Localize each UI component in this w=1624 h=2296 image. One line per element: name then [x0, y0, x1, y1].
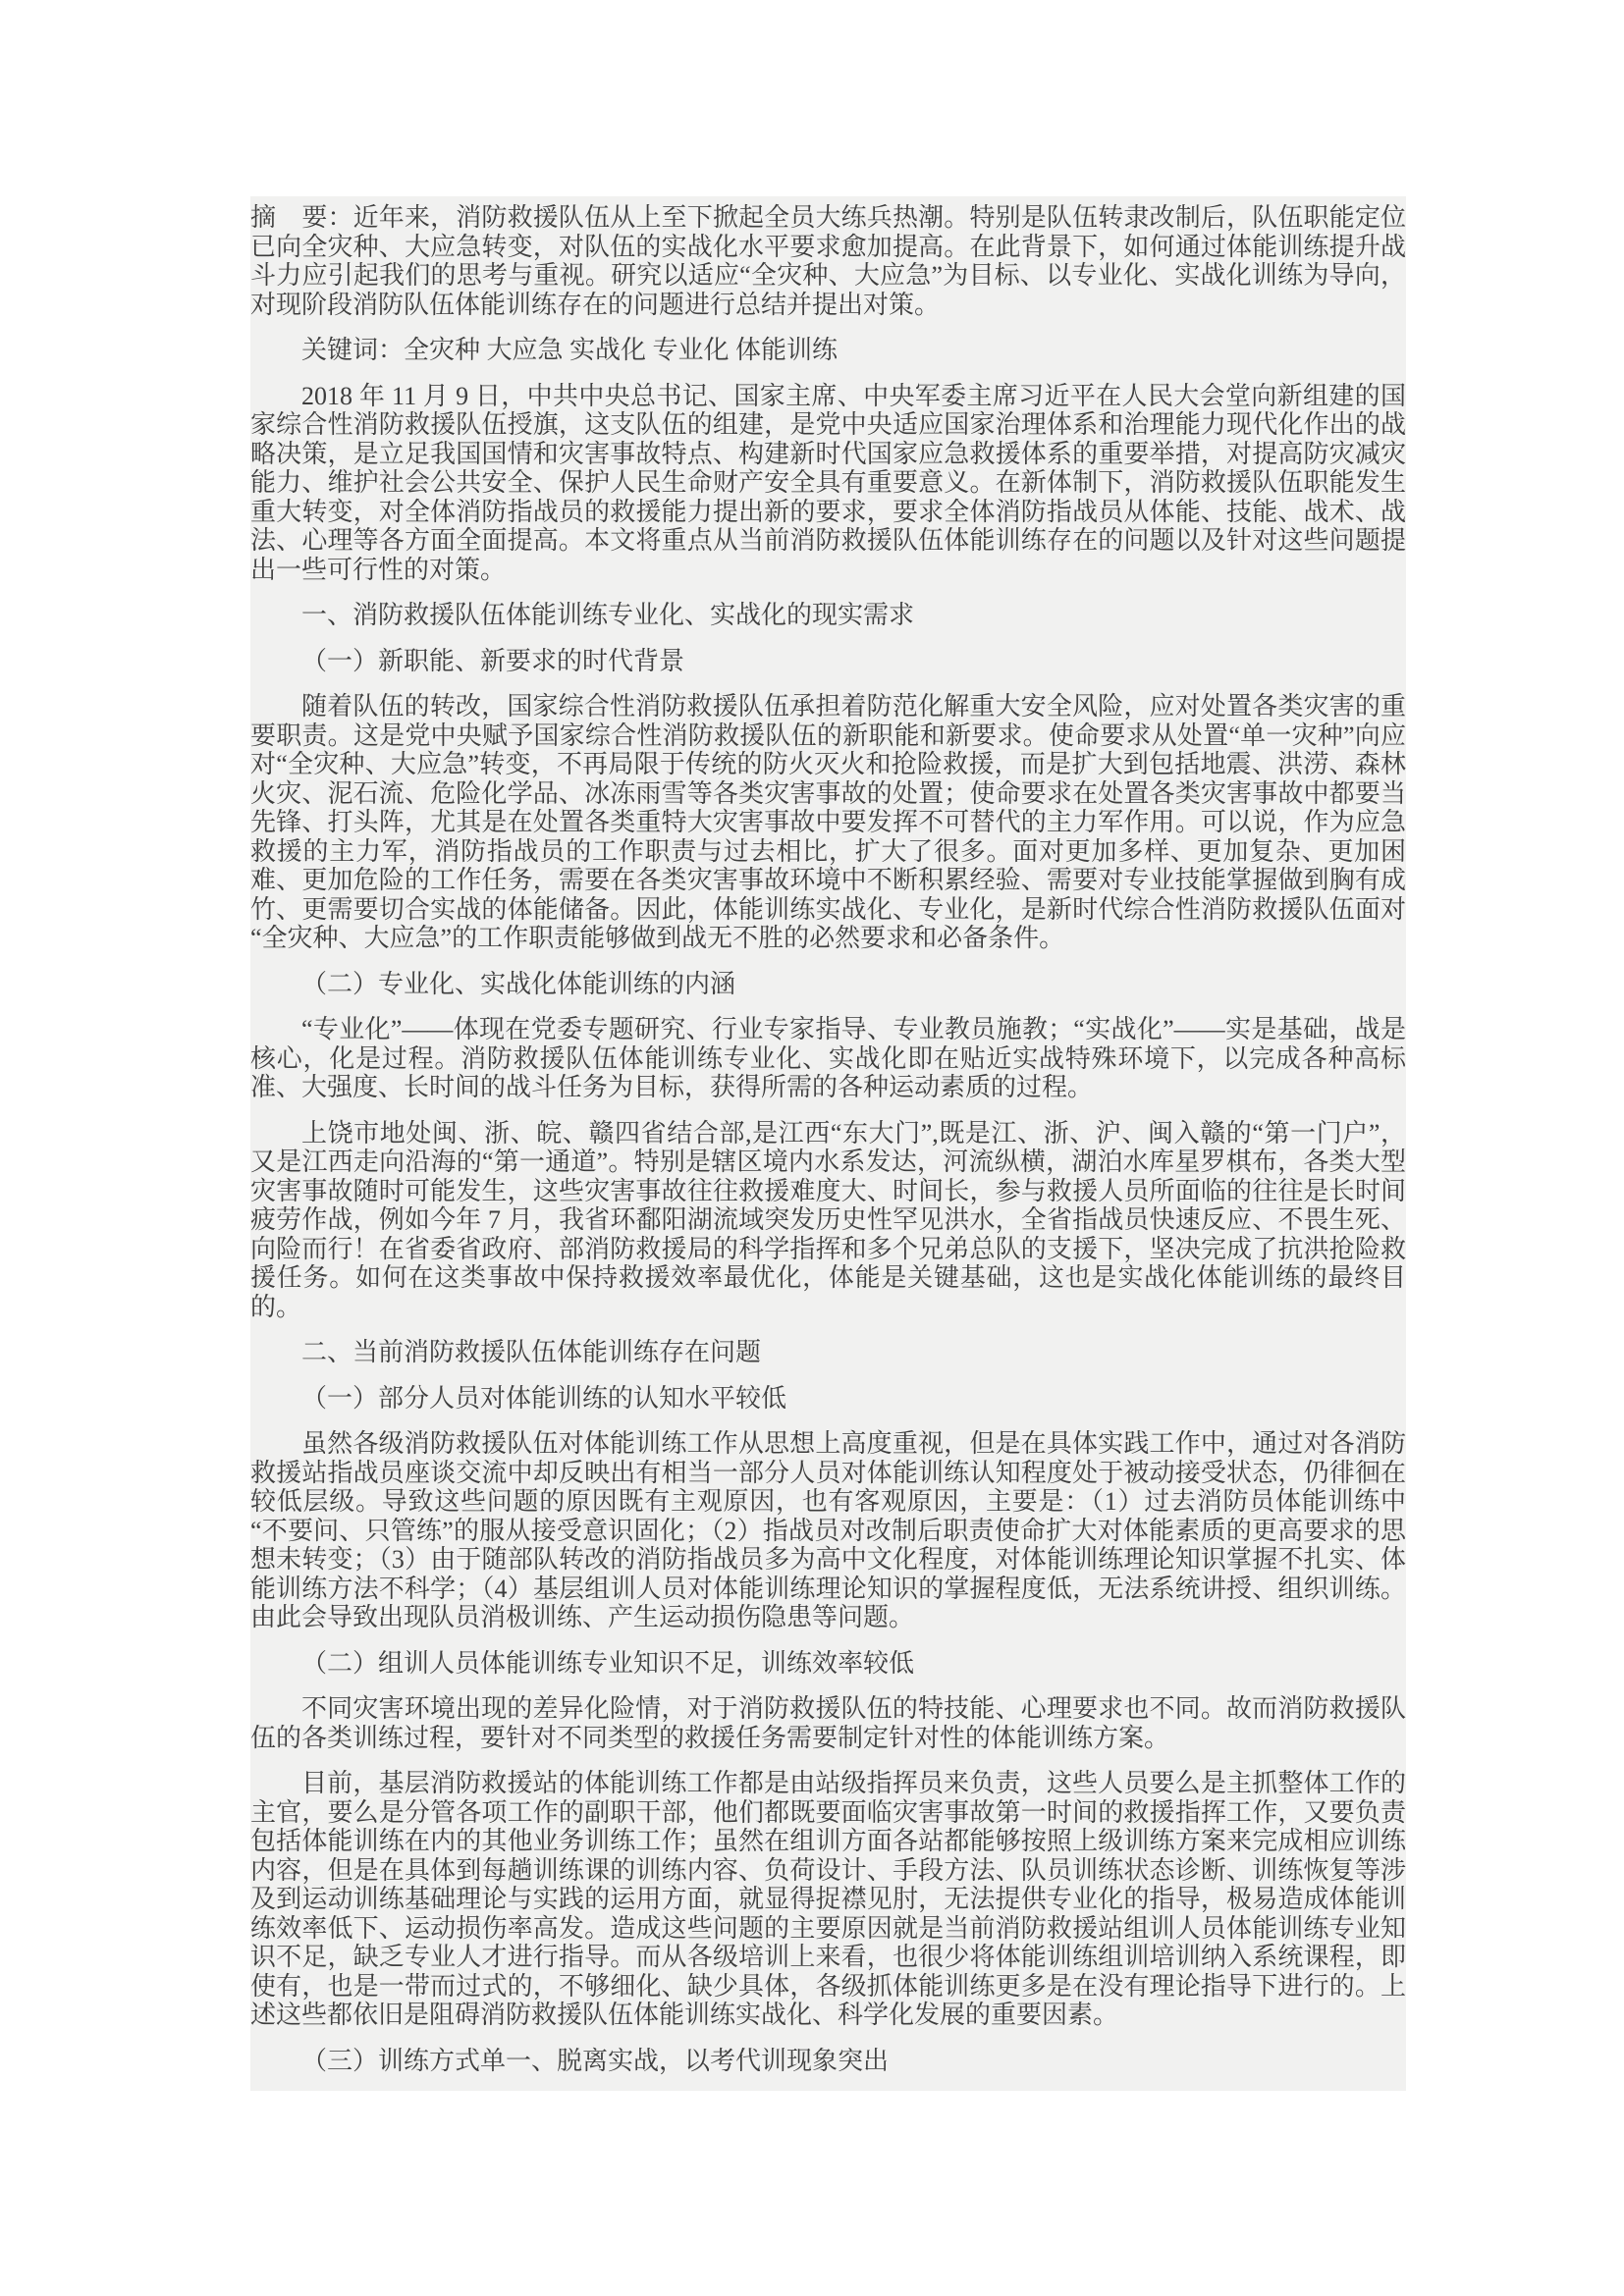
- subsection-heading: （一）部分人员对体能训练的认知水平较低: [301, 1383, 787, 1413]
- section-heading: 二、当前消防救援队伍体能训练存在问题: [301, 1338, 762, 1366]
- abstract-paragraph: 摘 要：近年来，消防救援队伍从上至下掀起全员大练兵热潮。特别是队伍转隶改制后，队伍职能定位已向全灾种、大应急转变，对队伍的实战化水平要求愈加提高。在此背景下，如何通过体能训练提升战斗力应引起我们的思考与重视。研究以适应“全灾种、大应急”为目标、以专业化、实战化训练为导向，对现阶段消防队伍体能训练存在的问题进行总结并提出对策。: [250, 203, 1406, 319]
- subsection-heading: （二）组训人员体能训练专业知识不足，训练效率较低: [301, 1648, 915, 1678]
- subsection-heading: （一）新职能、新要求的时代背景: [301, 646, 685, 675]
- body-paragraph: 2018 年 11 月 9 日，中共中央总书记、国家主席、中央军委主席习近平在人民大会堂向新组建的国家综合性消防救援队伍授旗，这支队伍的组建，是党中央适应国家治理体系和治理能力现代化作出的战略决策，是立足我国国情和灾害事故特点、构建新时代国家应急救援体系的重要举措，对提高防灾减灾能力、维护社会公共安全、保护人民生命财产安全具有重要意义。在新体制下，消防救援队伍职能发生重大转变，对全体消防指战员的救援能力提出新的要求，要求全体消防指战员从体能、技能、战术、战法、心理等各方面全面提高。本文将重点从当前消防救援队伍体能训练存在的问题以及针对这些问题提出一些可行性的对策。: [250, 381, 1406, 584]
- body-paragraph: 虽然各级消防救援队伍对体能训练工作从思想上高度重视，但是在具体实践工作中，通过对各消防救援站指战员座谈交流中却反映出有相当一部分人员对体能训练认知程度处于被动接受状态，仍徘徊在较低层级。导致这些问题的原因既有主观原因，也有客观原因，主要是：（1）过去消防员体能训练中“不要问、只管练”的服从接受意识固化；（2）指战员对改制后职责使命扩大对体能素质的更高要求的思想未转变；（3）由于随部队转改的消防指战员多为高中文化程度，对体能训练理论知识掌握不扎实、体能训练方法不科学；（4）基层组训人员对体能训练理论知识的掌握程度低，无法系统讲授、组织训练。由此会导致出现队员消极训练、产生运动损伤隐患等问题。: [250, 1429, 1406, 1631]
- subsection-heading: （三）训练方式单一、脱离实战，以考代训现象突出: [301, 2046, 890, 2075]
- body-paragraph: 随着队伍的转改，国家综合性消防救援队伍承担着防范化解重大安全风险，应对处置各类灾害的重要职责。这是党中央赋予国家综合性消防救援队伍的新职能和新要求。使命要求从处置“单一灾种”向应对“全灾种、大应急”转变，不再局限于传统的防火灭火和抢险救援，而是扩大到包括地震、洪涝、森林火灾、泥石流、危险化学品、冰冻雨雪等各类灾害事故的处置；使命要求在处置各类灾害事故中都要当先锋、打头阵，尤其是在处置各类重特大灾害事故中要发挥不可替代的主力军作用。可以说，作为应急救援的主力军，消防指战员的工作职责与过去相比，扩大了很多。面对更加多样、更加复杂、更加困难、更加危险的工作任务，需要在各类灾害事故环境中不断积累经验、需要对专业技能掌握做到胸有成竹、更需要切合实战的体能储备。因此，体能训练实战化、专业化，是新时代综合性消防救援队伍面对“全灾种、大应急”的工作职责能够做到战无不胜的必然要求和必备条件。: [250, 692, 1406, 952]
- body-paragraph: 上饶市地处闽、浙、皖、赣四省结合部,是江西“东大门”,既是江、浙、沪、闽入赣的“第一门户”，又是江西走向沿海的“第一通道”。特别是辖区境内水系发达，河流纵横，湖泊水库星罗棋布，各类大型灾害事故随时可能发生，这些灾害事故往往救援难度大、时间长，参与救援人员所面临的往往是长时间疲劳作战，例如今年 7 月，我省环鄱阳湖流域突发历史性罕见洪水，全省指战员快速反应、不畏生死、向险而行！在省委省政府、部消防救援局的科学指挥和多个兄弟总队的支援下，坚决完成了抗洪抢险救援任务。如何在这类事故中保持救援效率最优化，体能是关键基础，这也是实战化体能训练的最终目的。: [250, 1118, 1406, 1321]
- subsection-heading: （二）专业化、实战化体能训练的内涵: [301, 969, 736, 998]
- keywords-line: 关键词：全灾种 大应急 实战化 专业化 体能训练: [301, 336, 839, 364]
- section-heading: 一、消防救援队伍体能训练专业化、实战化的现实需求: [301, 601, 915, 629]
- document-text-block: [250, 196, 1406, 2091]
- body-paragraph: “专业化”——体现在党委专题研究、行业专家指导、专业教员施教；“实战化”——实是基础，战是核心，化是过程。消防救援队伍体能训练专业化、实战化即在贴近实战特殊环境下，以完成各种高标准、大强度、长时间的战斗任务为目标，获得所需的各种运动素质的过程。: [250, 1015, 1406, 1101]
- body-paragraph: 目前，基层消防救援站的体能训练工作都是由站级指挥员来负责，这些人员要么是主抓整体工作的主官，要么是分管各项工作的副职干部，他们都既要面临灾害事故第一时间的救援指挥工作，又要负责包括体能训练在内的其他业务训练工作；虽然在组训方面各站都能够按照上级训练方案来完成相应训练内容，但是在具体到每趟训练课的训练内容、负荷设计、手段方法、队员训练状态诊断、训练恢复等涉及到运动训练基础理论与实践的运用方面，就显得捉襟见肘，无法提供专业化的指导，极易造成体能训练效率低下、运动损伤率高发。造成这些问题的主要原因就是当前消防救援站组训人员体能训练专业知识不足，缺乏专业人才进行指导。而从各级培训上来看，也很少将体能训练组训培训纳入系统课程，即使有，也是一带而过式的，不够细化、缺少具体，各级抓体能训练更多是在没有理论指导下进行的。上述这些都依旧是阻碍消防救援队伍体能训练实战化、科学化发展的重要因素。: [250, 1769, 1406, 2029]
- body-paragraph: 不同灾害环境出现的差异化险情，对于消防救援队伍的特技能、心理要求也不同。故而消防救援队伍的各类训练过程，要针对不同类型的救援任务需要制定针对性的体能训练方案。: [250, 1694, 1406, 1752]
